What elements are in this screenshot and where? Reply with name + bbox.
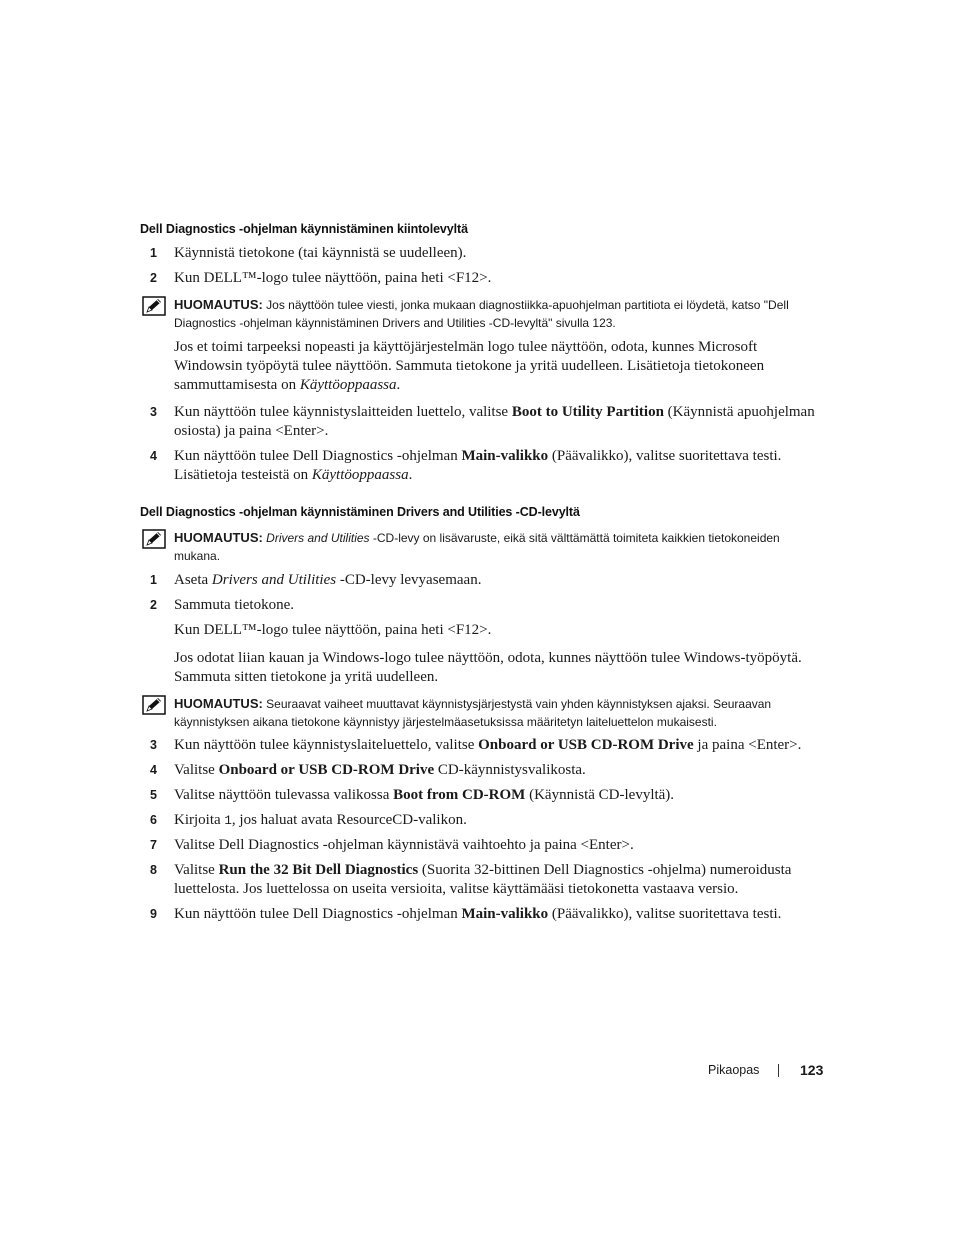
step-number: 5 (150, 788, 157, 802)
step-number: 4 (150, 449, 157, 463)
note-boot-order (142, 695, 824, 731)
step-9 (150, 905, 822, 924)
paragraph-too-slow (174, 338, 824, 395)
step-text: Kun näyttöön tulee käynnistyslaiteluettelo, valitse Onboard or USB CD-ROM Drive ja paina <Enter>. (174, 737, 802, 753)
para-text: Jos et toimi tarpeeksi nopeasti ja käyttöjärjestelmän logo tulee näyttöön, odota, kunnes Microsoft Windowsin työpöytä tulee näyttöön. Sammuta tietokone ja yritä uudelleen. Lisätietoja tietokoneen sammuttamisesta on (174, 339, 765, 393)
step-text: Valitse Run the 32 Bit Dell Diagnostics (Suorita 32-bittinen Dell Diagnostics -ohjelma) numeroidusta luettelosta. Jos luettelossa on useita versioita, valitse käyttämääsi tietokonetta vastaava versio. (174, 862, 792, 897)
step-text: Kun näyttöön tulee Dell Diagnostics -ohjelman Main-valikko (Päävalikko), valitse suoritettava testi. Lisätietoja testeistä on Käyttöoppaassa. (174, 448, 782, 483)
footer-divider (778, 1064, 779, 1077)
para-text-end: . (396, 377, 401, 393)
step-number: 3 (150, 738, 157, 752)
note-pencil-icon (142, 296, 166, 316)
step-number: 9 (150, 907, 157, 921)
step-2 (150, 596, 822, 615)
step-text: Sammuta tietokone. (174, 597, 294, 613)
step-4 (150, 447, 822, 485)
step-number: 4 (150, 763, 157, 777)
note-label: HUOMAUTUS: (174, 696, 263, 711)
paragraph-dell-logo: Kun DELL™-logo tulee näyttöön, paina heti <F12>. (174, 622, 492, 638)
note-pencil-icon (142, 529, 166, 549)
step-text: Kun näyttöön tulee Dell Diagnostics -ohjelman Main-valikko (Päävalikko), valitse suoritettava testi. (174, 906, 782, 922)
step-number: 1 (150, 573, 157, 587)
page-footer (680, 1061, 830, 1081)
step-text: Kirjoita 1, jos haluat avata ResourceCD-valikon. (174, 812, 467, 828)
step-3 (150, 736, 822, 755)
step-number: 2 (150, 598, 157, 612)
step-number: 2 (150, 271, 157, 285)
step-number: 7 (150, 838, 157, 852)
code-text: 1 (224, 814, 232, 828)
step-4 (150, 761, 822, 780)
step-text: Valitse näyttöön tulevassa valikossa Boot from CD-ROM (Käynnistä CD-levyltä). (174, 787, 675, 803)
note-italic: Drivers and Utilities (266, 531, 370, 545)
step-1 (150, 244, 822, 263)
page-number: 123 (800, 1062, 824, 1078)
note-text: -CD-levy on lisävaruste, eikä sitä välttämättä toimiteta kaikkien tietokoneiden mukana. (174, 531, 780, 563)
step-number: 3 (150, 405, 157, 419)
step-number: 6 (150, 813, 157, 827)
step-text: Aseta Drivers and Utilities -CD-levy levyasemaan. (174, 572, 482, 588)
paragraph-waited-too-long: Jos odotat liian kauan ja Windows-logo tulee näyttöön, odota, kunnes näyttöön tulee Windows-työpöytä. Sammuta sitten tietokone ja yritä uudelleen. (174, 650, 802, 685)
note-label: HUOMAUTUS: (174, 297, 263, 312)
step-5 (150, 786, 822, 805)
step-6 (150, 811, 822, 831)
note-text: Jos näyttöön tulee viesti, jonka mukaan diagnostiikka-apuohjelman partitiota ei löydetä, katso "Dell Diagnostics -ohjelman käynnistäminen Drivers and Utilities -CD-levyltä" sivulla 123. (174, 298, 789, 330)
step-text: Valitse Onboard or USB CD-ROM Drive CD-käynnistysvalikosta. (174, 762, 586, 778)
step-text: Valitse Dell Diagnostics -ohjelman käynnistävä vaihtoehto ja paina <Enter>. (174, 837, 634, 853)
para-italic: Käyttöoppaassa (299, 377, 397, 393)
step-text: Kun DELL™-logo tulee näyttöön, paina heti <F12>. (174, 270, 492, 286)
step-3 (150, 403, 822, 441)
step-7 (150, 836, 822, 855)
note-cd-optional (142, 529, 824, 565)
note-partition-not-found (142, 296, 824, 332)
step-number: 1 (150, 246, 157, 260)
step-2 (150, 269, 822, 288)
footer-label: Pikaopas (708, 1063, 760, 1077)
step-text: Kun näyttöön tulee käynnistyslaitteiden luettelo, valitse Boot to Utility Partition (Käynnistä apuohjelman osiosta) ja paina <Enter>. (174, 404, 815, 439)
step-text: Käynnistä tietokone (tai käynnistä se uudelleen). (174, 245, 467, 261)
section-heading-hard-drive: Dell Diagnostics -ohjelman käynnistäminen kiintolevyltä (140, 222, 468, 236)
step-8 (150, 861, 822, 899)
section-heading-cd: Dell Diagnostics -ohjelman käynnistäminen Drivers and Utilities -CD-levyltä (140, 505, 580, 519)
step-1 (150, 571, 822, 590)
step-number: 8 (150, 863, 157, 877)
note-text: Seuraavat vaiheet muuttavat käynnistysjärjestystä vain yhden käynnistyksen ajaksi. Seuraavan käynnistyksen aikana tietokone käynnistyy järjestelmäasetuksissa määritetyn laiteluettelon mukaisesti. (174, 697, 772, 729)
note-pencil-icon (142, 695, 166, 715)
note-label: HUOMAUTUS: (174, 530, 263, 545)
